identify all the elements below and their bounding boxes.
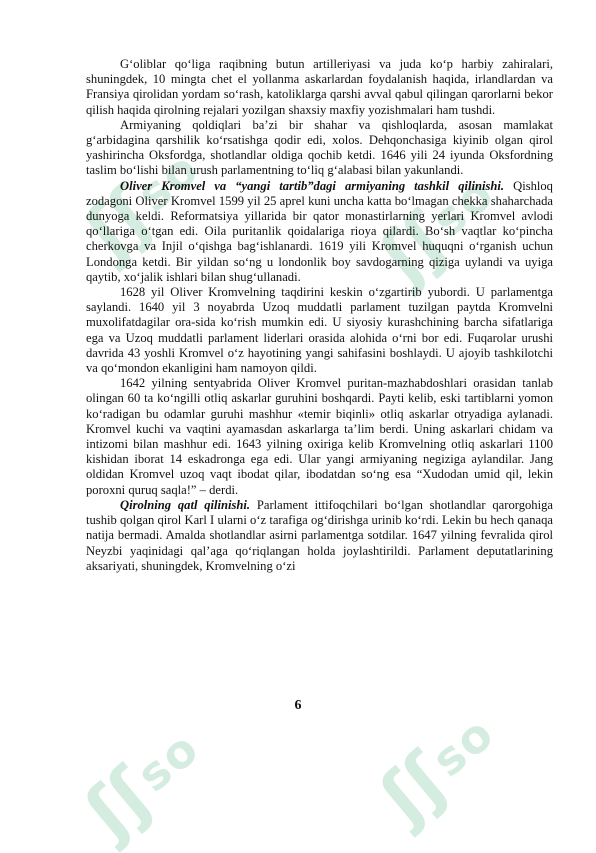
paragraph [86,498,553,574]
watermark-logo-icon: ʃʃ [365,737,463,838]
paragraph-text: Qishloq zodagoni Oliver Kromvel 1599 yil 25 aprel kuni uncha katta bo‘lmagan chekka shaharchada dunyoga keldi. Reformatsiya yillarida bir qator monastirlarning yerlari Kromvel avlodi qo‘llariga o‘tgan edi. Oila puritanlik qoidalariga rioya qilardi. Bo‘sh vaqtlar ko‘pincha cherkovga va Injil o‘qishga bag‘ishlanardi. 1619 yili Kromvel huquqni o‘rganish uchun Londonga ketdi. Bir yildan so‘ng u londonlik boy savdogarning qiziga uylandi va uyiga qaytib, xo‘jalik ishlari bilan shug‘ullanadi. [86,178,553,284]
paragraph [86,376,553,498]
paragraph-text: Armiyaning qoldiqlari ba’zi bir shahar va qishloqlarda, asosan mamlakat g‘arbidagina qarshilik ko‘rsatishga qodir edi, xolos. Dehqonchasiga kiyinib olgan qirol yashirincha Oksfordga, shotlandlar oldiga qochib ketdi. 1646 yili 24 iyunda Oksfordning taslim bo‘lishi bilan urush parlamentning to‘liq g‘alabasi bilan yakunlandi. [86,117,553,178]
watermark-logo-icon: ʃʃ [365,197,463,298]
watermark: ʃʃso [365,705,505,838]
paragraph-text: 1628 yil Oliver Kromvelning taqdirini keskin o‘zgartirib yubordi. U parlamentga saylandi. 1640 yil 3 noyabrda Uzoq muddatli parlament tuzilgan paytda Kromvelni muxolifatdagilar ora-sida ko‘rish mumkin edi. U siyosiy kurashchining barcha sifatlariga ega va Uzoq muddatli parlament liderlari orasida alohida o‘rni bor edi. Fuqarolar urushi davrida 43 yoshli Kromvel o‘z hayotining yangi sahifasini boshlaydi. U ajoyib tashkilotchi va qo‘mondon ekanligini ham namoyon qildi. [86,285,553,376]
body-text [86,57,553,574]
watermark-logo-icon: ʃʃ [70,172,168,273]
paragraph [86,285,553,376]
watermark: ʃʃso [365,165,505,298]
paragraph [86,57,553,118]
watermark-logo-icon: ʃʃ [70,752,168,853]
watermark: ʃʃso [70,720,210,853]
section-heading-kromvel: Oliver Kromvel va “yangi tartib”dagi armiyaning tashkil qilinishi. [120,178,505,193]
page-number: 6 [294,698,302,713]
paragraph [86,118,553,179]
watermark: ʃʃso [70,140,210,273]
paragraph [86,179,553,285]
paragraph-text: 1642 yilning sentyabrida Oliver Kromvel puritan-mazhabdoshlari orasidan tanlab olingan 60 ta ko‘ngilli otliq askarlar guruhini boshqardi. Payti kelib, eski tartiblarni yomon ko‘radigan bu odamlar guruhi mashhur «temir biqinli» otliq askarlar otryadiga aylanadi. Kromvel kuchi va vaqtini ayamasdan askarlarga ta’lim berdi. Uning askarlari chidam va intizomi bilan mashhur edi. 1643 yilning oxiriga kelib Kromvelning otliq askarlari 1100 kishidan iborat 14 eskadronga ega edi. Ular yangi armiyaning negiziga aylandilar. Jang oldidan Kromvel uzoq vaqt ibodat qilar, ibodatdan so‘ng esa “Xudodan umid qil, lekin poroxni quruq saqla!” – derdi. [86,376,553,497]
paragraph-text: G‘oliblar qo‘liga raqibning butun artilleriyasi va juda ko‘p harbiy zahiralari, shuningdek, 10 mingta chet el yollanma askarlardan foydalanish haqida, irlandlardan va Fransiya qirolidan yordam so‘rash, katoliklarga qarshi avval qabul qilingan qarorlarni bekor qilish haqida qirolning rejalari yozilgan shaxsiy maxfiy yozishmalari ham tushdi. [86,57,553,117]
paragraph-text: Parlament ittifoqchilari bo‘lgan shotlandlar qarorgohiga tushib qolgan qirol Karl I ularni o‘z tarafiga og‘dirishga urinib ko‘rdi. Lekin bu hech qanaqa natija bermadi. Amalda shotlandlar asirni parlamentga sotdilar. 1647 yilning fevralida qirol Neyzbi yaqinidagi qal’aga qo‘riqlangan holda joylashtirildi. Parlament deputatlarining aksariyati, shuningdek, Kromvelning o‘zi [86,497,553,573]
section-heading-qatl: Qirolning qatl qilinishi. [120,497,251,512]
